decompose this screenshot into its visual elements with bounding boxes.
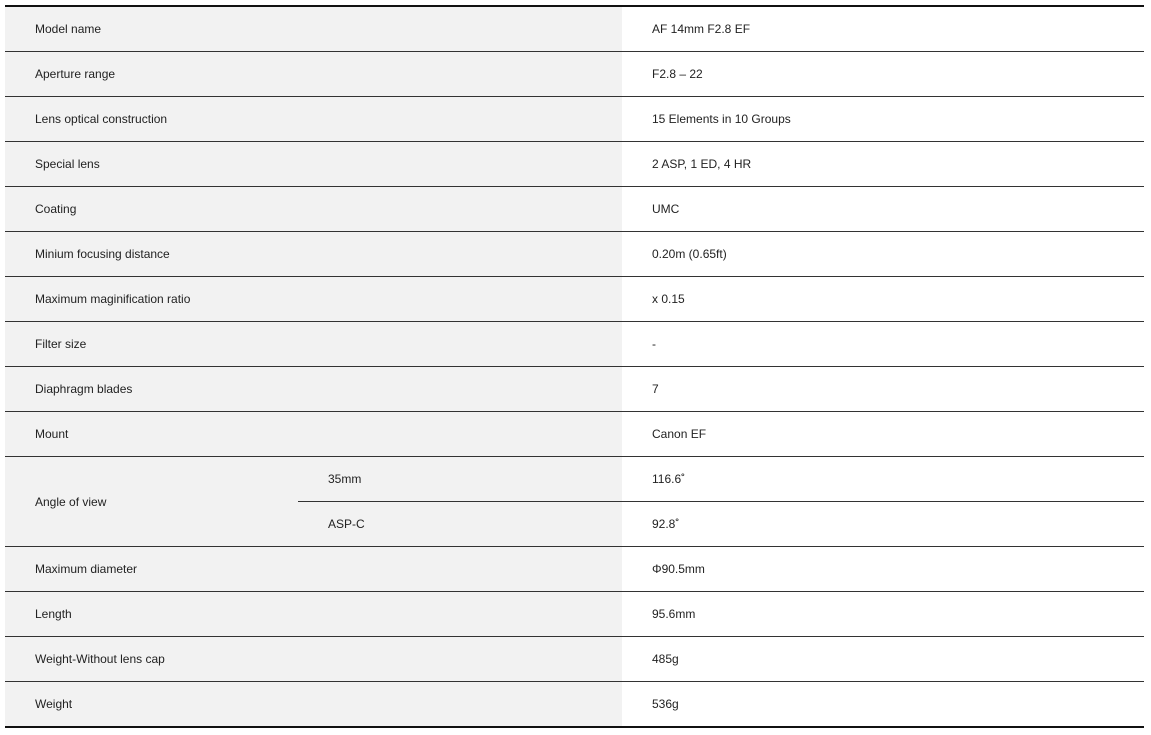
spec-row-coating xyxy=(5,187,1144,232)
spec-subrow-35mm xyxy=(298,457,1144,502)
spec-label: Coating xyxy=(5,187,622,231)
spec-row-model-name xyxy=(5,7,1144,52)
spec-value: 2 ASP, 1 ED, 4 HR xyxy=(652,157,752,171)
spec-label: Angle of view xyxy=(5,457,298,546)
spec-value: AF 14mm F2.8 EF xyxy=(652,22,751,36)
spec-label: Weight xyxy=(5,682,622,726)
spec-sublabel: 35mm xyxy=(298,457,622,501)
spec-label: Maximum diameter xyxy=(5,547,622,591)
spec-value: 7 xyxy=(652,382,659,396)
spec-value: F2.8 – 22 xyxy=(652,67,703,81)
spec-label: Maximum maginification ratio xyxy=(5,277,622,321)
spec-label: Mount xyxy=(5,412,622,456)
spec-table xyxy=(5,5,1144,728)
spec-label: Filter size xyxy=(5,322,622,366)
spec-subrows xyxy=(298,457,1144,546)
spec-row-length xyxy=(5,592,1144,637)
spec-row-maximum-diameter xyxy=(5,547,1144,592)
spec-row-mount xyxy=(5,412,1144,457)
spec-value: 92.8˚ xyxy=(652,517,680,531)
spec-value: 0.20m (0.65ft) xyxy=(652,247,727,261)
spec-row-special-lens xyxy=(5,142,1144,187)
spec-value: 536g xyxy=(652,697,679,711)
spec-label: Lens optical construction xyxy=(5,97,622,141)
spec-value: 95.6mm xyxy=(652,607,696,621)
spec-label: Model name xyxy=(5,7,622,51)
spec-row-magnification-ratio xyxy=(5,277,1144,322)
spec-value: x 0.15 xyxy=(652,292,685,306)
spec-value: Canon EF xyxy=(652,427,707,441)
spec-label: Aperture range xyxy=(5,52,622,96)
spec-label: Weight-Without lens cap xyxy=(5,637,622,681)
spec-sublabel: ASP-C xyxy=(298,502,622,546)
spec-value: 485g xyxy=(652,652,679,666)
spec-label: Minium focusing distance xyxy=(5,232,622,276)
spec-row-optical-construction xyxy=(5,97,1144,142)
spec-value: 15 Elements in 10 Groups xyxy=(652,112,791,126)
spec-value: Φ90.5mm xyxy=(652,562,705,576)
spec-row-aperture-range xyxy=(5,52,1144,97)
spec-subrow-aspc xyxy=(298,502,1144,546)
spec-row-weight-without-cap xyxy=(5,637,1144,682)
spec-value: - xyxy=(652,337,656,351)
spec-label: Length xyxy=(5,592,622,636)
spec-row-focusing-distance xyxy=(5,232,1144,277)
spec-value: UMC xyxy=(652,202,680,216)
spec-value: 116.6˚ xyxy=(652,472,686,486)
spec-row-diaphragm-blades xyxy=(5,367,1144,412)
spec-group-angle-of-view xyxy=(5,457,1144,547)
spec-label: Diaphragm blades xyxy=(5,367,622,411)
spec-row-filter-size xyxy=(5,322,1144,367)
spec-label: Special lens xyxy=(5,142,622,186)
spec-row-weight xyxy=(5,682,1144,726)
